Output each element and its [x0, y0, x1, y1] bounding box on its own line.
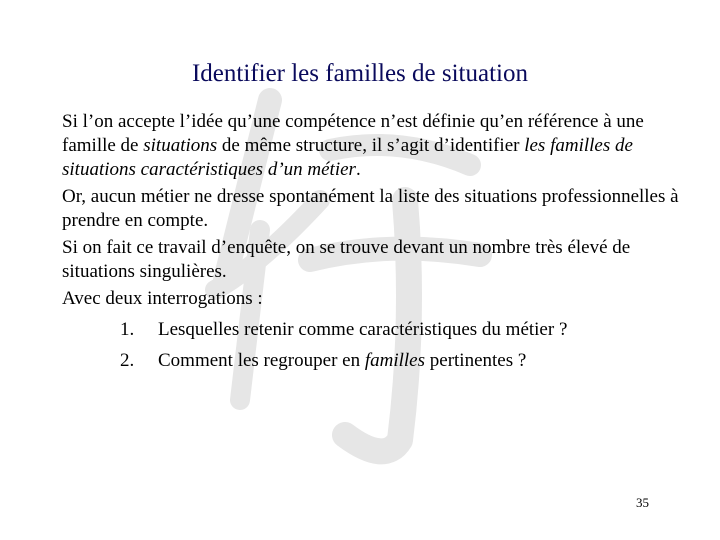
list-item-number: 2.: [120, 350, 135, 371]
slide-title: Identifier les familles de situation: [191, 60, 528, 87]
list-item: [62, 318, 692, 342]
paragraph-survey: Si on fait ce travail d’enquête, on se trouve devant un nombre très élevé de situations singulières.: [62, 237, 631, 282]
list-item: [62, 349, 692, 373]
emphasis-familles: familles: [364, 350, 426, 371]
paragraph-questions-intro: Avec deux interrogations :: [62, 288, 263, 309]
paragraph-no-list: Or, aucun métier ne dresse spontanément la liste des situations professionnelles à prendre en compte.: [62, 186, 679, 231]
list-item-text: Lesquelles retenir comme caractéristiques du métier ?: [158, 319, 568, 340]
list-item-text: Comment les regrouper en familles pertinentes ?: [158, 350, 527, 371]
list-item-number: 1.: [120, 319, 135, 340]
paragraph-definition: Si l’on accepte l’idée qu’une compétence n’est définie qu’en référence à une famille de situations de même structure, il s’agit d’identifier les familles de situations caractéristiques d’un métier.: [62, 111, 644, 180]
page-number: 35: [636, 495, 649, 510]
questions-list: [62, 318, 692, 373]
emphasis-families: les familles de situations caractéristiques d’un métier: [62, 135, 633, 180]
emphasis-situations: situations: [143, 135, 218, 156]
slide-content: [62, 110, 692, 373]
